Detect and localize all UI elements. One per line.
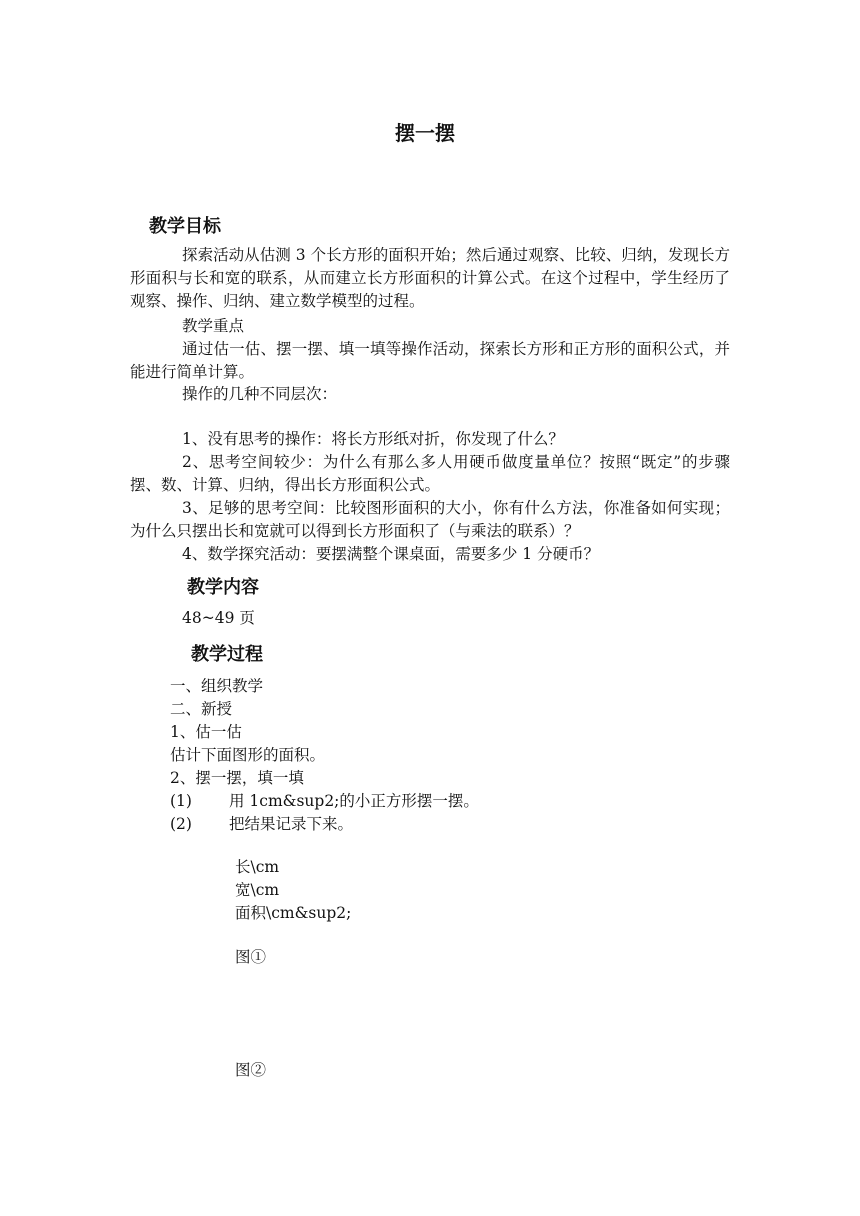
table-label-length: 长\cm <box>235 858 280 876</box>
figure-label-2: 图② <box>235 1061 267 1079</box>
process-heading: 教学过程 <box>191 644 263 665</box>
table-label-width: 宽\cm <box>235 881 280 899</box>
process-line: 二、新授 <box>170 700 233 718</box>
focus-paragraph-text: 通过估一估、摆一摆、填一填等操作活动，探索长方形和正方形的面积公式，并能进行简单计算。 <box>130 340 730 381</box>
figure-label-1: 图① <box>235 948 267 966</box>
goals-heading: 教学目标 <box>149 216 221 237</box>
content-heading: 教学内容 <box>187 577 259 598</box>
numbered-marker: (1) <box>170 792 192 810</box>
level-item-4-text: 4、数学探究活动：要摆满整个课桌面，需要多少 1 分硬币？ <box>182 545 600 563</box>
level-item-3 <box>130 497 730 543</box>
level-item-2-text: 2、思考空间较少：为什么有那么多人用硬币做度量单位？按照“既定”的步骤摆、数、计算、归纳，得出长方形面积公式。 <box>130 453 730 494</box>
level-item-3-text: 3、足够的思考空间：比较图形面积的大小，你有什么方法，你准备如何实现；为什么只摆出长和宽就可以得到长方形面积了（与乘法的联系）？ <box>130 499 730 540</box>
level-item-4 <box>130 543 730 566</box>
content-pages: 48~49 页 <box>182 609 255 627</box>
goals-paragraph-text: 探索活动从估测 3 个长方形的面积开始；然后通过观察、比较、归纳，发现长方形面积与长和宽的联系，从而建立长方形面积的计算公式。在这个过程中，学生经历了观察、操作、归纳、建立数学模型的过程。 <box>130 246 730 310</box>
levels-label: 操作的几种不同层次： <box>182 385 338 403</box>
focus-paragraph <box>130 338 730 384</box>
process-line: 一、组织教学 <box>170 677 264 695</box>
level-item-1 <box>130 428 730 451</box>
numbered-text: 把结果记录下来。 <box>229 815 354 833</box>
numbered-marker: (2) <box>170 815 192 833</box>
goals-paragraph <box>130 244 730 313</box>
process-line: 估计下面图形的面积。 <box>170 746 326 764</box>
process-line: 1、估一估 <box>170 723 242 741</box>
page-title: 摆一摆 <box>395 121 455 145</box>
level-item-2 <box>130 451 730 497</box>
focus-label: 教学重点 <box>182 317 245 335</box>
numbered-text: 用 1cm&sup2;的小正方形摆一摆。 <box>229 792 479 810</box>
process-line: 2、摆一摆，填一填 <box>170 769 304 787</box>
table-label-area: 面积\cm&sup2; <box>235 904 352 922</box>
level-item-1-text: 1、没有思考的操作：将长方形纸对折，你发现了什么？ <box>182 430 564 448</box>
